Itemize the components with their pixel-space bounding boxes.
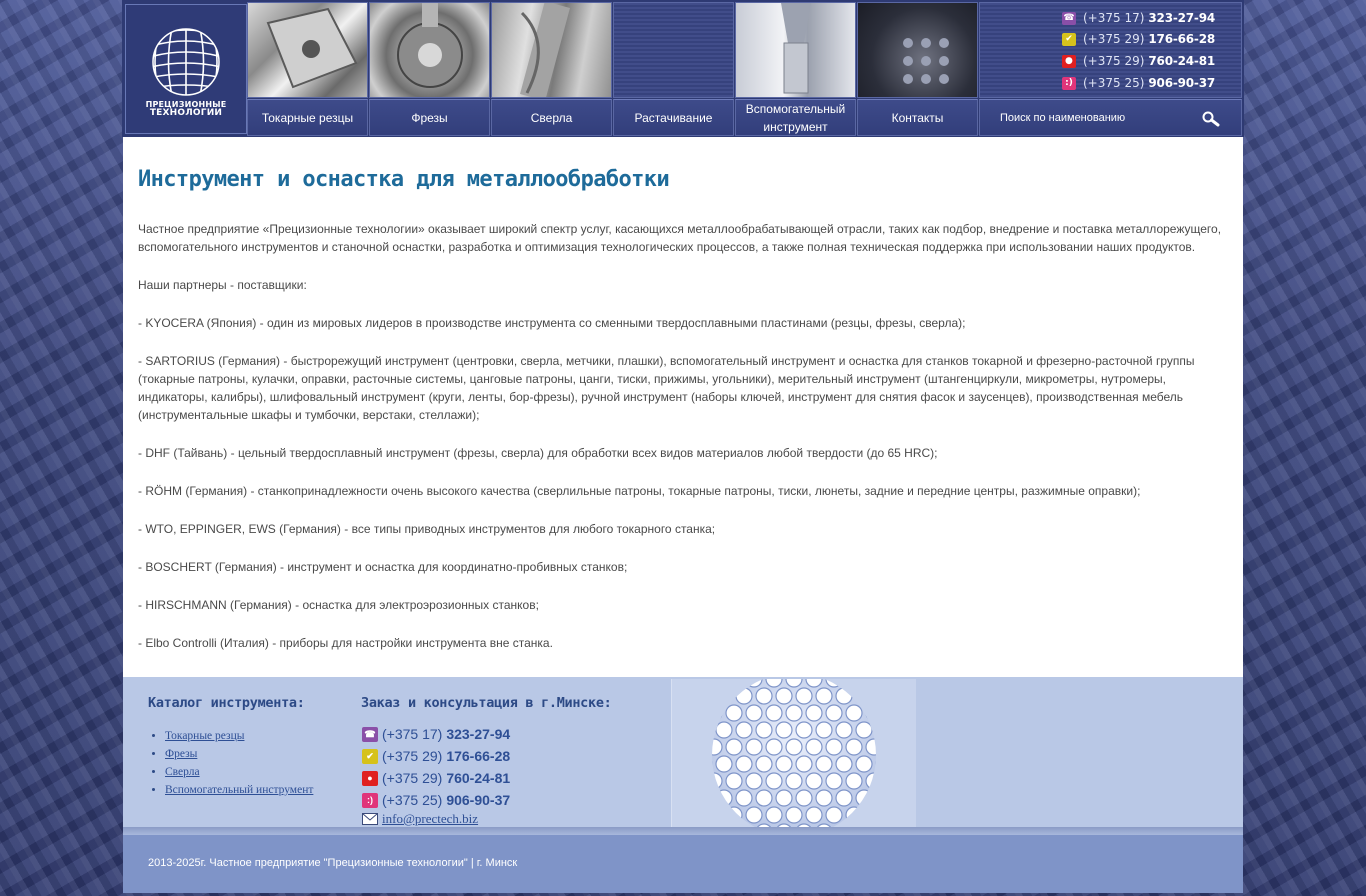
footer-phone-code: (+375 25) [382,792,443,808]
partner-item: - RÖHM (Германия) - станкопринадлежности очень высокого качества (сверлильные патроны, токарные патроны, тиски, люнеты, задние и передние центры, разжимные оправки); [138,484,1141,498]
nav-button-auxiliary[interactable]: Вспомогательный инструмент [735,99,856,136]
nav-button-mills[interactable]: Фрезы [369,99,490,136]
partners-heading: Наши партнеры - поставщики: [138,278,307,292]
footer-phone-number: 906-90-37 [446,792,511,808]
logo-text [146,100,227,118]
nav-image-contacts[interactable] [857,2,978,98]
globe-logo-icon [150,26,222,98]
search-box [979,99,1242,136]
catalog-item [165,781,313,799]
ball-logo-icon [672,679,916,827]
search-input[interactable] [1000,108,1190,128]
nav-button-turning[interactable]: Токарные резцы [247,99,368,136]
landline-icon: ☎ [362,727,378,742]
catalog-item [165,763,313,781]
footer-phone-4[interactable] [362,789,510,811]
partner-item: - WTO, EPPINGER, EWS (Германия) - все типы приводных инструментов для любого токарного станка; [138,522,716,536]
nav-item-boring[interactable] [613,2,734,136]
footer-bottom [123,835,1243,893]
nav-item-auxiliary[interactable] [735,2,856,136]
email-link[interactable]: info@prectech.biz [382,811,479,826]
nav-button-boring[interactable]: Растачивание [613,99,734,136]
partner-item: - BOSCHERT (Германия) - инструмент и оснастка для координатно-пробивных станков; [138,560,628,574]
envelope-icon [362,813,378,825]
nav-image-turning[interactable] [247,2,368,98]
catalog-link-turning[interactable]: Токарные резцы [165,730,245,742]
header-phone-number: 323-27-94 [1148,11,1215,25]
partner-item: - HIRSCHMANN (Германия) - оснастка для электроэрозионных станков; [138,598,539,612]
header-phone-code: (+375 29) [1082,32,1145,46]
intro-paragraph: Частное предприятие «Прецизионные технологии» оказывает широкий спектр услуг, касающихся металлообрабатывающей отрасли, таких как подбор, внедрение и поставка металлорежущего, вспомогательного инструментов и станочной оснастки, разработка и оптимизация технологических процессов, а также полная техническая поддержка при использовании наших продуктов. [138,222,1222,254]
catalog-list [165,727,313,799]
footer-email [362,811,478,827]
partner-item: - KYOCERA (Япония) - один из мировых лидеров в производстве инструмента со сменными твердосплавными пластинами (резцы, фрезы, сверла); [138,316,966,330]
mts-icon: ● [1062,55,1076,68]
header-phone-1[interactable] [1062,8,1215,28]
footer-phone-number: 760-24-81 [446,770,511,786]
logo[interactable] [125,4,247,134]
catalog-link-auxiliary[interactable]: Вспомогательный инструмент [165,784,314,796]
header-phone-3[interactable] [1062,51,1215,71]
nav-image-boring[interactable] [613,2,734,98]
footer-phone-number: 323-27-94 [446,726,511,742]
catalog-link-drills[interactable]: Сверла [165,766,200,778]
order-heading: Заказ и консультация в г.Минске: [361,695,612,711]
header [122,0,1244,137]
velcom-icon: ✔ [362,749,378,764]
life-icon: :) [362,793,378,808]
decorative-ball [671,679,916,827]
nav-button-contacts[interactable]: Контакты [857,99,978,136]
partner-item: - SARTORIUS (Германия) - быстрорежущий инструмент (центровки, сверла, метчики, плашки), вспомогательный инструмент и оснастка для станков токарной и фрезерно-расточной группы (токарные патроны, кулачки, оправки, расточные системы, цанговые патроны, цанги, тиски, прижимы, угольники), мерительный инструмент (штангенциркули, микрометры, нутромеры, индикаторы, калибры), шлифовальный инструмент (круги, ленты, бор-фрезы), ручной инструмент (наборы ключей, инструмент для снятия фасок и заусенцев), производственная мебель (инструментальные шкафы и тумбочки, верстаки, стеллажи); [138,354,1195,422]
footer-phone-code: (+375 29) [382,770,443,786]
page-title: Инструмент и оснастка для металлообработки [138,167,670,192]
footer-phone-2[interactable] [362,745,510,767]
footer [123,677,1243,893]
copyright: 2013-2025г. Частное предприятие "Прецизионные технологии" | г. Минск [148,857,518,869]
header-contacts [979,2,1242,98]
nav-item-drills[interactable] [491,2,612,136]
nav-image-mills[interactable] [369,2,490,98]
footer-phone-3[interactable] [362,767,510,789]
velcom-icon: ✔ [1062,33,1076,46]
nav-image-auxiliary[interactable] [735,2,856,98]
page-wrapper [122,0,1244,896]
header-phone-code: (+375 29) [1082,54,1145,68]
footer-phone-code: (+375 17) [382,726,443,742]
footer-phone-1[interactable] [362,723,510,745]
mts-icon: ● [362,771,378,786]
footer-top [123,677,1243,827]
footer-phone-code: (+375 29) [382,748,443,764]
partner-item: - DHF (Тайвань) - цельный твердосплавный инструмент (фрезы, сверла) для обработки всех видов материалов любой твердости (до 65 HRC); [138,446,938,460]
nav-image-drills[interactable] [491,2,612,98]
header-phone-4[interactable] [1062,73,1215,93]
footer-separator [123,827,1243,835]
life-icon: :) [1062,77,1076,90]
logo-line2: ТЕХНОЛОГИИ [149,108,223,118]
catalog-heading: Каталог инструмента: [148,695,305,711]
nav-button-drills[interactable]: Сверла [491,99,612,136]
header-phone-2[interactable] [1062,29,1215,49]
catalog-item [165,745,313,763]
logo-line1: ПРЕЦИЗИОННЫЕ [145,100,227,109]
landline-icon: ☎ [1063,13,1075,23]
header-phone-code: (+375 25) [1082,76,1145,90]
header-phone-number: 760-24-81 [1148,54,1215,68]
nav-item-mills[interactable] [369,2,490,136]
footer-phone-number: 176-66-28 [446,748,511,764]
header-phone-number: 176-66-28 [1148,32,1215,46]
catalog-item [165,727,313,745]
header-phone-code: (+375 17) [1082,11,1145,25]
partner-item: - Elbo Controlli (Италия) - приборы для настройки инструмента вне станка. [138,636,553,650]
search-icon[interactable] [1200,110,1222,128]
header-phone-number: 906-90-37 [1148,76,1215,90]
nav-item-turning[interactable] [247,2,368,136]
nav-item-contacts[interactable] [857,2,978,136]
main-content [123,137,1243,677]
catalog-link-mills[interactable]: Фрезы [165,748,198,760]
